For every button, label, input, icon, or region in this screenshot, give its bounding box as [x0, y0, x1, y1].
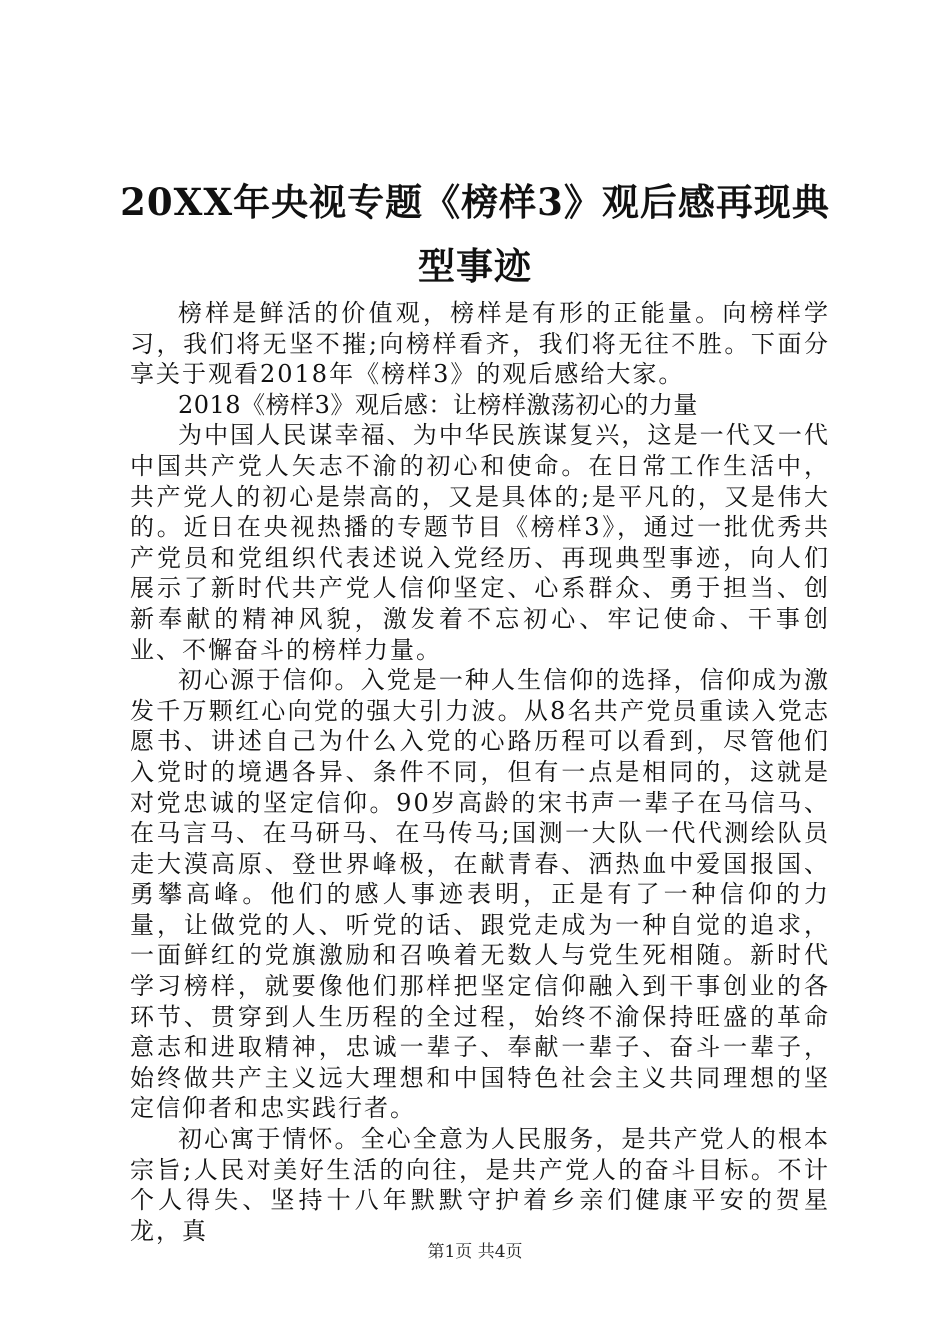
section-subtitle: 2018《榜样3》观后感：让榜样激荡初心的力量	[178, 390, 698, 419]
body-paragraph: 初心寓于情怀。全心全意为人民服务，是共产党人的根本宗旨;人民对美好生活的向往，是共产党人的奋斗目标。不计个人得失、坚持十八年默默守护着乡亲们健康平安的贺星龙，真	[130, 1125, 830, 1245]
intro-paragraph: 榜样是鲜活的价值观，榜样是有形的正能量。向榜样学习，我们将无坚不摧;向榜样看齐，我们将无往不胜。下面分享关于观看2018年《榜样3》的观后感给大家。	[130, 299, 830, 389]
body-paragraph: 初心源于信仰。入党是一种人生信仰的选择，信仰成为激发千万颗红心向党的强大引力波。从8名共产党员重读入党志愿书、讲述自己为什么入党的心路历程可以看到，尽管他们入党时的境遇各异、条件不同，但有一点是相同的，这就是对党忠诚的坚定信仰。90岁高龄的宋书声一辈子在马信马、在马言马、在马研马、在马传马;国测一大队一代代测绘队员走大漠高原、登世界峰极，在献青春、洒热血中爱国报国、勇攀高峰。他们的感人事迹表明，正是有了一种信仰的力量，让做党的人、听党的话、跟党走成为一种自觉的追求，一面鲜红的党旗激励和召唤着无数人与党生死相随。新时代学习榜样，就要像他们那样把坚定信仰融入到干事创业的各环节、贯穿到人生历程的全过程，始终不渝保持旺盛的革命意志和进取精神，忠诚一辈子、奉献一辈子、奋斗一辈子，始终做共产主义远大理想和中国特色社会主义共同理想的坚定信仰者和忠实践行者。	[130, 666, 830, 1123]
document-title: 20XX年央视专题《榜样3》观后感再现典型事迹	[120, 180, 830, 288]
document-body	[130, 298, 830, 1246]
page-footer: 第1页 共4页	[427, 1242, 523, 1262]
body-paragraph: 为中国人民谋幸福、为中华民族谋复兴，这是一代又一代中国共产党人矢志不渝的初心和使命。在日常工作生活中，共产党人的初心是崇高的，又是具体的;是平凡的，又是伟大的。近日在央视热播的专题节目《榜样3》，通过一批优秀共产党员和党组织代表述说入党经历、再现典型事迹，向人们展示了新时代共产党人信仰坚定、心系群众、勇于担当、创新奉献的精神风貌，激发着不忘初心、牢记使命、干事创业、不懈奋斗的榜样力量。	[130, 421, 830, 664]
